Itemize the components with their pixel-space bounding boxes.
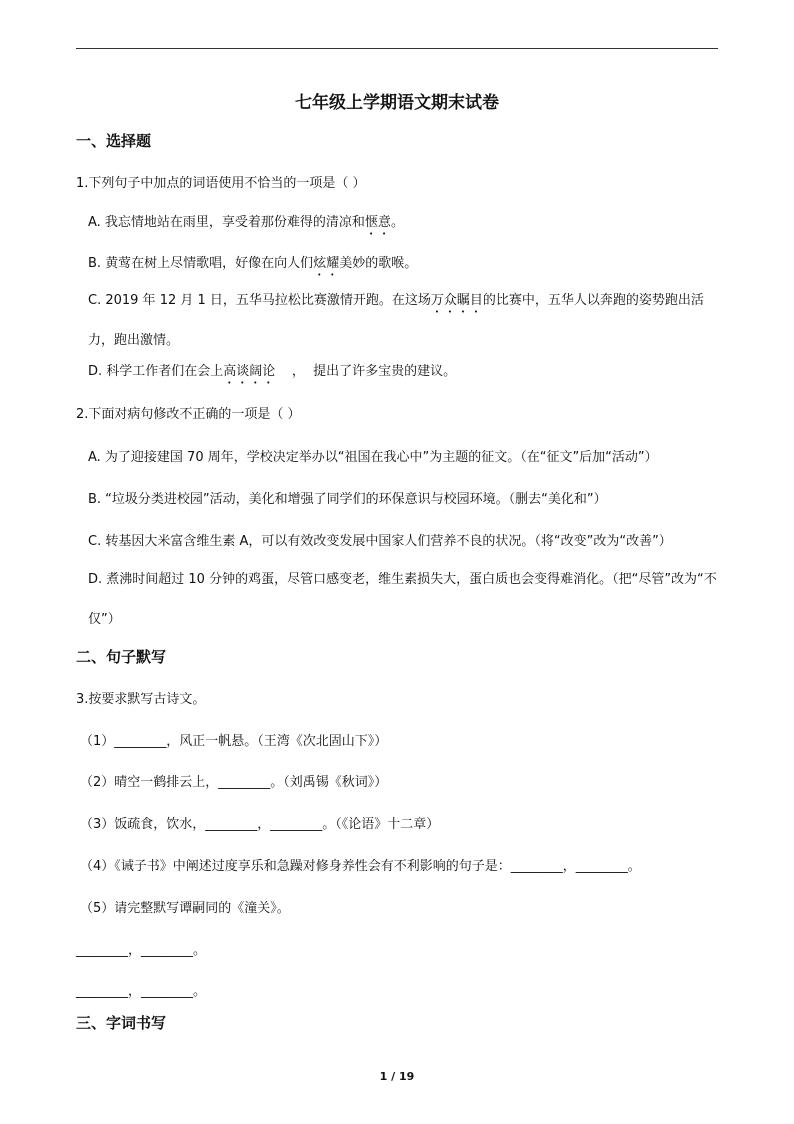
question-2-option-b: B. “垃圾分类进校园”活动，美化和增强了同学们的环保意识与校园环境。（删去“美化和”）	[88, 492, 607, 507]
page-title: 七年级上学期语文期末试卷	[295, 93, 499, 113]
question-2-stem: 2.下面对病句修改不正确的一项是（ ）	[76, 407, 301, 422]
page-number: 1 / 19	[379, 1070, 415, 1083]
option-text: 的比赛中，五华人以奔跑的姿势跑出活力，跑出激情。	[88, 293, 704, 348]
option-text: D. 科学工作者们在会上	[88, 364, 224, 379]
question-1-option-b	[88, 252, 417, 279]
option-text: ， 提出了许多宝贵的建议。	[275, 364, 457, 379]
section-heading-dictation: 二、句子默写	[76, 648, 167, 666]
question-3-part-2: （2）晴空一鹤排云上，________。（刘禹锡《秋词》）	[80, 775, 388, 790]
question-1-stem: 1.下列句子中加点的词语使用不恰当的一项是（ ）	[76, 176, 366, 191]
question-3-part-3: （3）饭疏食，饮水，________，________。（《论语》十二章）	[80, 817, 440, 832]
question-1-option-d	[88, 360, 456, 387]
question-2-option-a: A. 为了迎接建国 70 周年，学校决定举办以“祖国在我心中”为主题的征文。（在“征文”后加“活动”）	[88, 450, 658, 465]
question-3-part-5: （5）请完整默写谭嗣同的《潼关》。	[80, 901, 290, 916]
section-heading-choice: 一、选择题	[76, 132, 152, 150]
question-3-stem: 3.按要求默写古诗文。	[76, 692, 206, 707]
question-3-part-4: （4）《诫子书》中阐述过度享乐和急躁对修身养性会有不利影响的句子是：________，________。	[80, 859, 641, 874]
option-text: B. 黄莺在树上尽情歌唱，好像在向人们	[88, 256, 314, 271]
option-text: C. 2019 年 12 月 1 日，五华马拉松比赛激情开跑。在这场	[88, 293, 431, 308]
answer-blank-line: ________，________。	[76, 984, 207, 999]
question-1-option-a	[88, 211, 404, 238]
question-2-option-d: D. 煮沸时间超过 10 分钟的鸡蛋，尽管口感变老，维生素损失大，蛋白质也会变得难消化。（把“尽管”改为“不仅”）	[88, 572, 717, 627]
option-text: 。	[390, 215, 404, 230]
option-text: 美妙的歌喉。	[339, 256, 418, 271]
section-heading-words: 三、字词书写	[76, 1014, 167, 1032]
dotted-word: 炫耀	[313, 256, 340, 271]
answer-blank-line: ________，________。	[76, 943, 207, 958]
dotted-word: 惬意	[364, 215, 391, 230]
dotted-word: 万众瞩目	[430, 293, 483, 308]
option-text: A. 我忘情地站在雨里，享受着那份难得的清凉和	[88, 215, 365, 230]
question-2-option-c: C. 转基因大米富含维生素 A，可以有效改变发展中国家人们营养不良的状况。（将“改变”改为“改善”）	[88, 534, 672, 549]
question-3-part-1: （1）________，风正一帆悬。（王湾《次北固山下》）	[80, 734, 388, 749]
question-1-option-c	[88, 281, 718, 361]
dotted-word: 高谈阔论	[223, 364, 276, 379]
header-rule	[76, 48, 718, 49]
